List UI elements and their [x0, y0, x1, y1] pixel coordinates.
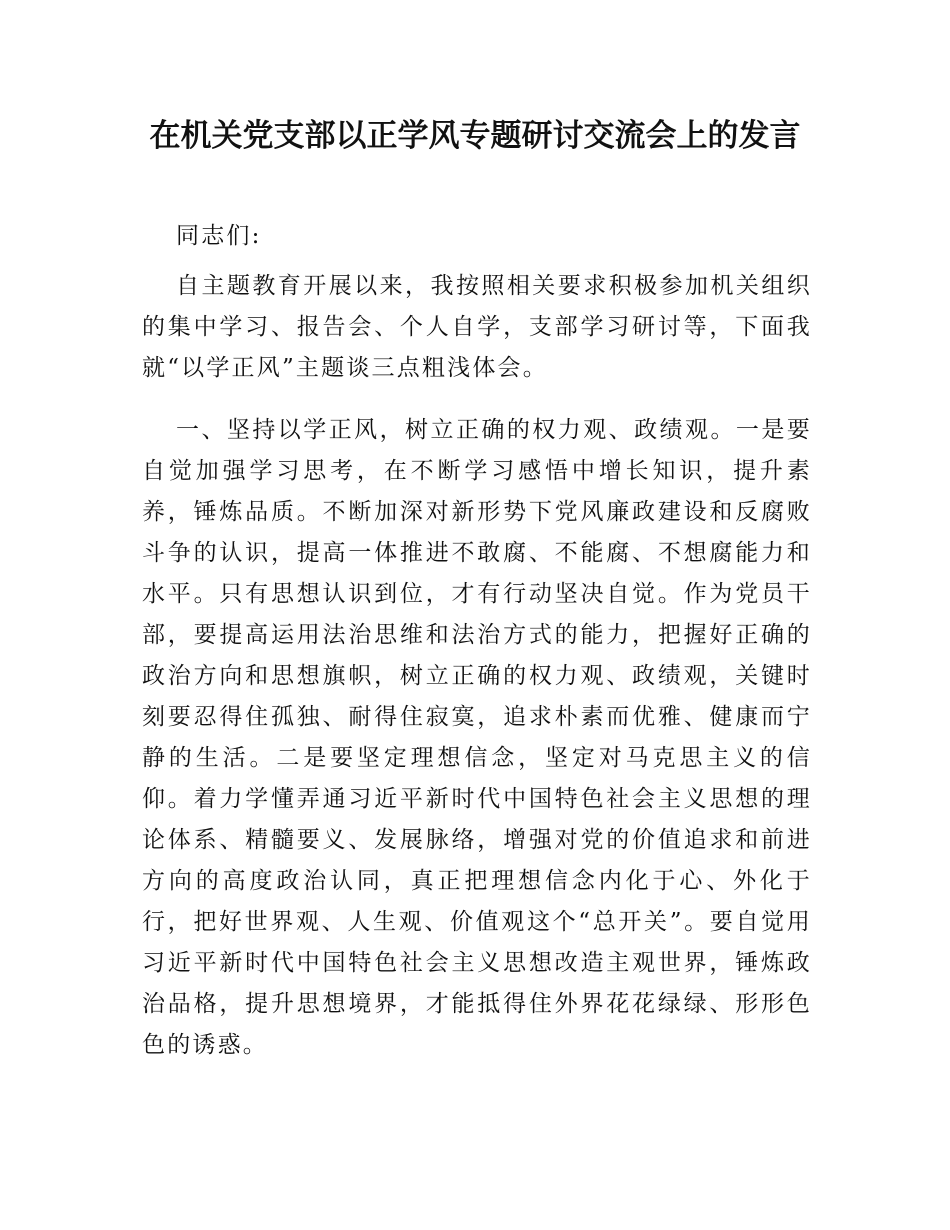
document-title: 在机关党支部以正学风专题研讨交流会上的发言 — [149, 118, 801, 154]
paragraph-intro: 自主题教育开展以来，我按照相关要求积极参加机关组织的集中学习、报告会、个人自学，支部学习研讨等，下面我就“以学正风”主题谈三点粗浅体会。 — [142, 273, 812, 381]
paragraph-section-one: 一、坚持以学正风，树立正确的权力观、政绩观。一是要自觉加强学习思考，在不断学习感悟中增长知识，提升素养，锤炼品质。不断加深对新形势下党风廉政建设和反腐败斗争的认识，提高一体推进不敢腐、不能腐、不想腐能力和水平。只有思想认识到位，才有行动坚决自觉。作为党员干部，要提高运用法治思维和法治方式的能力，把握好正确的政治方向和思想旗帜，树立正确的权力观、政绩观，关键时刻要忍得住孤独、耐得住寂寞，追求朴素而优雅、健康而宁静的生活。二是要坚定理想信念，坚定对马克思主义的信仰。着力学懂弄通习近平新时代中国特色社会主义思想的理论体系、精髓要义、发展脉络，增强对党的价值追求和前进方向的高度政治认同，真正把理想信念内化于心、外化于行，把好世界观、人生观、价值观这个“总开关”。要自觉用习近平新时代中国特色社会主义思想改造主观世界，锤炼政治品格，提升思想境界，才能抵得住外界花花绿绿、形形色色的诱惑。 — [142, 417, 812, 1058]
salutation: 同志们: — [176, 223, 262, 249]
